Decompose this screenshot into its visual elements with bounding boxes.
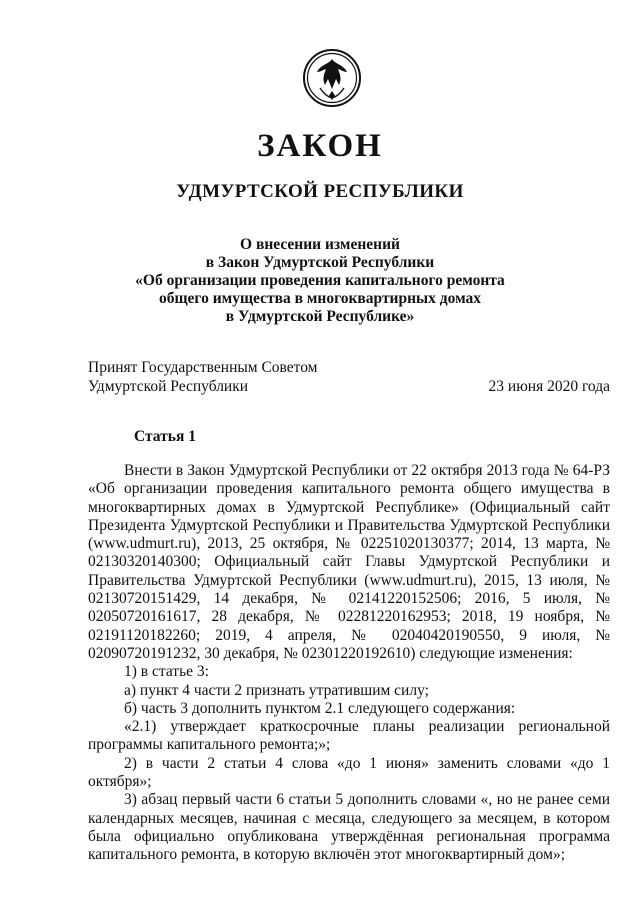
adoption-line: Удмуртской Республики (88, 378, 249, 395)
paragraph: а) пункт 4 части 2 признать утратившим силу; (124, 681, 429, 699)
paragraph: 2) в части 2 статьи 4 слова «до 1 июня» заменить словами «до 1 октября»; (88, 754, 610, 791)
law-name-line: в Закон Удмуртской Республики (205, 254, 435, 271)
law-name-line: в Удмуртской Республике» (225, 308, 415, 325)
paragraph: б) часть 3 дополнить пунктом 2.1 следующего содержания: (124, 699, 516, 717)
article-body (88, 462, 610, 865)
paragraph: 1) в статье 3: (124, 663, 209, 681)
law-name (120, 236, 520, 326)
adoption-line: Принят Государственным Советом (88, 359, 318, 376)
document-title: ЗАКОН (257, 128, 383, 164)
coat-of-arms-icon (302, 48, 362, 108)
document-subtitle: УДМУРТСКОЙ РЕСПУБЛИКИ (176, 181, 464, 202)
law-name-line: общего имущества в многоквартирных домах (158, 290, 482, 307)
paragraph: «2.1) утверждает краткосрочные планы реализации региональной программы капитального ремонта;»; (88, 718, 610, 754)
law-name-line: О внесении изменений (240, 236, 400, 253)
adoption-date: 23 июня 2020 года (488, 378, 610, 395)
article-heading: Статья 1 (134, 428, 196, 445)
adoption-statement (88, 358, 318, 396)
paragraph: 3) абзац первый части 6 статьи 5 дополнить словами «, но не ранее семи календарных месяцев, начиная с месяца, следующего за месяцем, в котором была официально опубликована утверждённая региональная программа капитального ремонта, в которую включён этот многоквартирный дом»; (88, 791, 610, 864)
law-name-line: «Об организации проведения капитального ремонта (135, 272, 505, 289)
paragraph: Внести в Закон Удмуртской Республики от 22 октября 2013 года № 64-РЗ «Об организации проведения капитального ремонта общего имущества в многоквартирных домах в Удмуртской Республике» (Официальный сайт Президента Удмуртской Республики и Правительства Удмуртской Республики (www.udmurt.ru), 2013, 25 октября, № 02251020130377; 2014, 13 марта, № 02130320140300; Официальный сайт Главы Удмуртской Республики и Правительства Удмуртской Республики (www.udmurt.ru), 2015, 13 июля, № 02130720151429, 14 декабря, № 02141220152506; 2016, 5 июля, № 02050720161617, 28 декабря, № 02281220162953; 2018, 19 ноября, № 02191120182260; 2019, 4 апреля, № 02040420190550, 9 июля, № 02090720191232, 30 декабря, № 02301220192610) следующие изменения: (88, 462, 610, 662)
